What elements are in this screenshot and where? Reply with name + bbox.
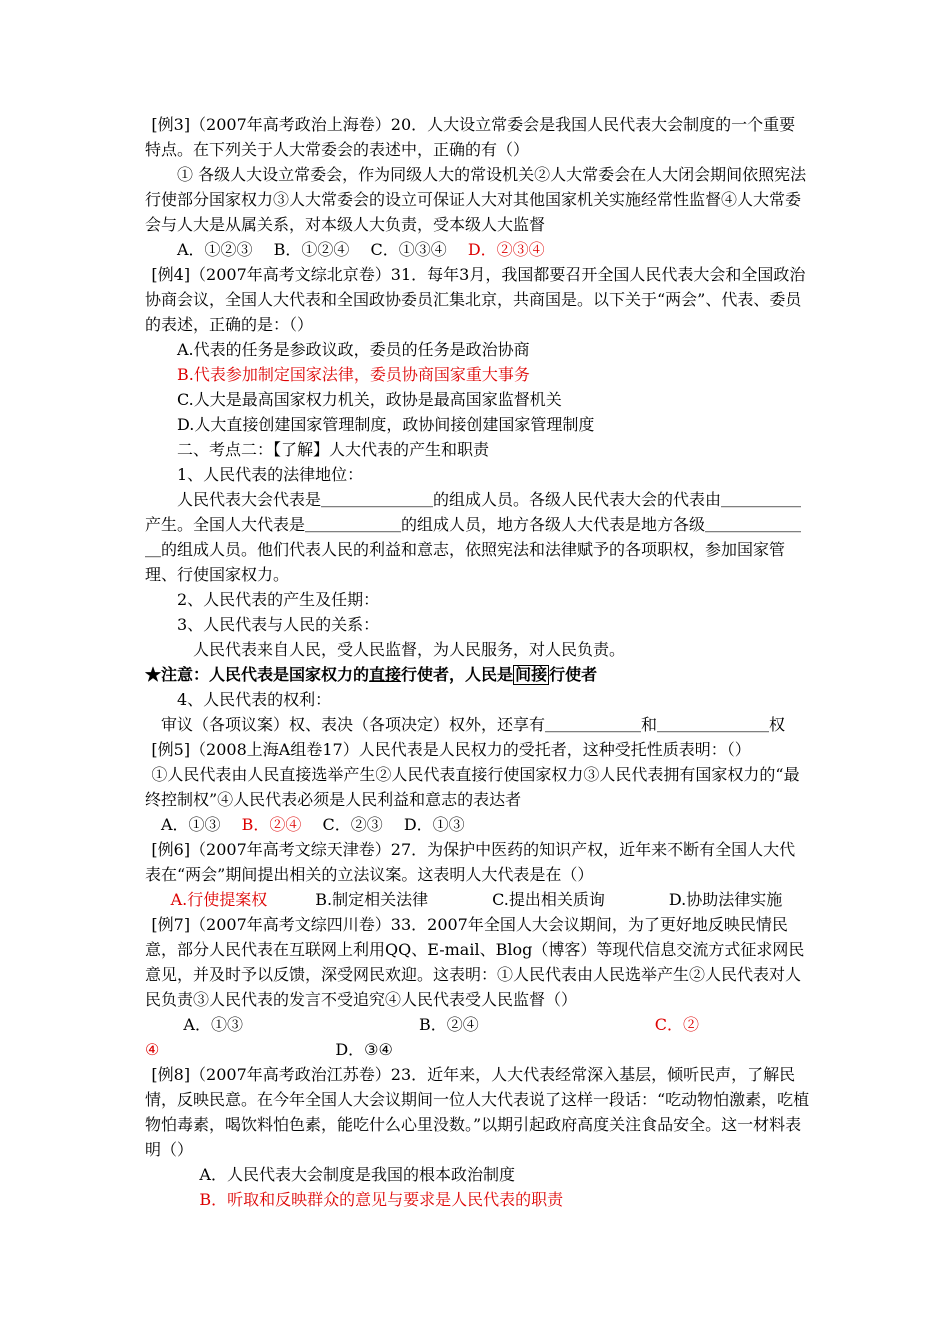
answer-run: ④ [145, 1040, 160, 1059]
example3-statements [145, 162, 810, 237]
text-run: 人民代表来自人民，受人民监督，为人民服务，对人民负责。 [193, 640, 626, 659]
text-run: 人民代表大会代表是＿＿＿＿＿＿＿的组成人员。各级人民代表大会的代表由＿＿＿＿＿产生。全国人大代表是＿＿＿＿＿＿的组成人员，地方各级人大代表是地方各级＿＿＿＿＿＿＿的组成人员。他们代表人民的利益和意志，依照宪法和法律赋予的各项职权，参加国家管理、行使国家权力。 [145, 490, 802, 584]
text-run: 1、人民代表的法律地位： [177, 465, 364, 484]
example4-stem [145, 262, 810, 337]
example4-choice-a [145, 337, 810, 362]
text-run: C.人大是最高国家权力机关，政协是最高国家监督机关 [177, 390, 562, 409]
text-run: D.人大直接创建国家管理制度，政协间接创建国家管理制度 [177, 415, 595, 434]
text-run: 3、人民代表与人民的关系： [177, 615, 380, 634]
text-run: A．①③ [161, 815, 242, 834]
text-run: A．人民代表大会制度是我国的根本政治制度 [199, 1165, 515, 1184]
text-run: [例8]（2007年高考政治江苏卷）23．近年来，人大代表经常深入基层，倾听民声，了解民情，反映民意。在今年全国人大会议期间一位人大代表说了这样一段话：“吃动物怕激素，吃植物怕毒素，喝饮料怕色素，能吃什么心里没数。”以期引起政府高度关注食品安全。这一材料表明（） [145, 1065, 810, 1159]
section-heading-kaodian2 [145, 437, 810, 462]
text-run: C．②③ D．①③ [301, 815, 465, 834]
example4-choice-d [145, 412, 810, 437]
example5-choices [145, 812, 810, 837]
text-run: D．③④ [159, 1040, 393, 1059]
text-run: B.制定相关法律 C.提出相关质询 D.协助法律实施 [267, 890, 783, 909]
example7-stem [145, 912, 810, 1012]
text-run: A．①③ B．②④ [183, 1015, 655, 1034]
note-indirect: 间接 [515, 665, 548, 684]
relation-description [145, 637, 810, 662]
example4-choice-c [145, 387, 810, 412]
text-run: A．①②③ B．①②④ C．①③④ [177, 240, 468, 259]
text-run: 4、人民代表的权利： [177, 690, 332, 709]
item2-origin-term [145, 587, 810, 612]
example6-choices [145, 887, 810, 912]
example7-choices-line1 [145, 1012, 810, 1037]
text-run: 2、人民代表的产生及任期： [177, 590, 380, 609]
example3-stem [145, 112, 810, 162]
answer-run: B．听取和反映群众的意见与要求是人民代表的职责 [199, 1190, 564, 1209]
text-run: [例3]（2007年高考政治上海卷）20．人大设立常委会是我国人民代表大会制度的一个重要特点。在下列关于人大常委会的表述中，正确的有（） [145, 115, 796, 159]
text-run: A.代表的任务是参政议政，委员的任务是政治协商 [177, 340, 530, 359]
text-run: ① 各级人大设立常委会，作为同级人大的常设机关②人大常委会在人大闭会期间依照宪法行使部分国家权力③人大常委会的设立可保证人大对其他国家机关实施经常性监督④人大常委会与人大是从属关系，对本级人大负责，受本级人大监督 [145, 165, 807, 234]
text-run: ①人民代表由人民直接选举产生②人民代表直接行使国家权力③人民代表拥有国家权力的“最终控制权”④人民代表必须是人民利益和意志的表达者 [145, 765, 800, 809]
text-run: 行使者，人民是 [401, 665, 514, 684]
text-run: [例6]（2007年高考文综天津卷）27．为保护中医药的知识产权，近年来不断有全国人大代表在“两会”期间提出相关的立法议案。这表明人大代表是在（） [145, 840, 796, 884]
answer-run: C．② [654, 1015, 699, 1034]
legal-status-fill-blanks [145, 487, 810, 587]
example5-statements [145, 762, 810, 812]
example4-choice-b [145, 362, 810, 387]
document-body [145, 112, 810, 1212]
text-run: 行使者 [549, 665, 598, 684]
example5-stem [145, 737, 810, 762]
item3-relation [145, 612, 810, 637]
example6-stem [145, 837, 810, 887]
example8-stem [145, 1062, 810, 1162]
text-run: [例7]（2007年高考文综四川卷）33．2007年全国人大会议期间，为了更好地反映民情民意，部分人民代表在互联网上利用QQ、E-mail、Blog（博客）等现代信息交流方式征求网民意见，并及时予以反馈，深受网民欢迎。这表明：①人民代表由人民选举产生②人民代表对人民负责③人民代表的发言不受追究④人民代表受人民监督（） [145, 915, 805, 1009]
text-run: 人民代表是国家权力的 [209, 665, 370, 684]
example8-choice-a [145, 1162, 810, 1187]
text-run: [例5]（2008上海A组卷17）人民代表是人民权力的受托者，这种受托性质表明：（） [151, 740, 751, 759]
example3-choices [145, 237, 810, 262]
example8-choice-b [145, 1187, 810, 1212]
answer-run: B．②④ [241, 815, 302, 834]
answer-run: B.代表参加制定国家法律，委员协商国家重大事务 [177, 365, 530, 384]
note-direct: 直接 [369, 665, 402, 684]
item4-rights [145, 687, 810, 712]
answer-run: A.行使提案权 [170, 890, 268, 909]
rights-fill-blanks [145, 712, 810, 737]
example7-choices-line2 [145, 1037, 810, 1062]
text-run: 审议（各项议案）权、表决（各项决定）权外，还享有＿＿＿＿＿＿和＿＿＿＿＿＿＿权 [161, 715, 786, 734]
item1-legal-status [145, 462, 810, 487]
text-run: [例4]（2007年高考文综北京卷）31．每年3月，我国都要召开全国人民代表大会和全国政治协商会议，全国人大代表和全国政协委员汇集北京，共商国是。以下关于“两会”、代表、委员的表述，正确的是：（） [145, 265, 806, 334]
answer-run: D．②③④ [467, 240, 545, 259]
note-line [145, 662, 810, 687]
text-run: 二、考点二：【了解】人大代表的产生和职责 [177, 440, 490, 459]
note-label: ★注意： [145, 665, 210, 684]
